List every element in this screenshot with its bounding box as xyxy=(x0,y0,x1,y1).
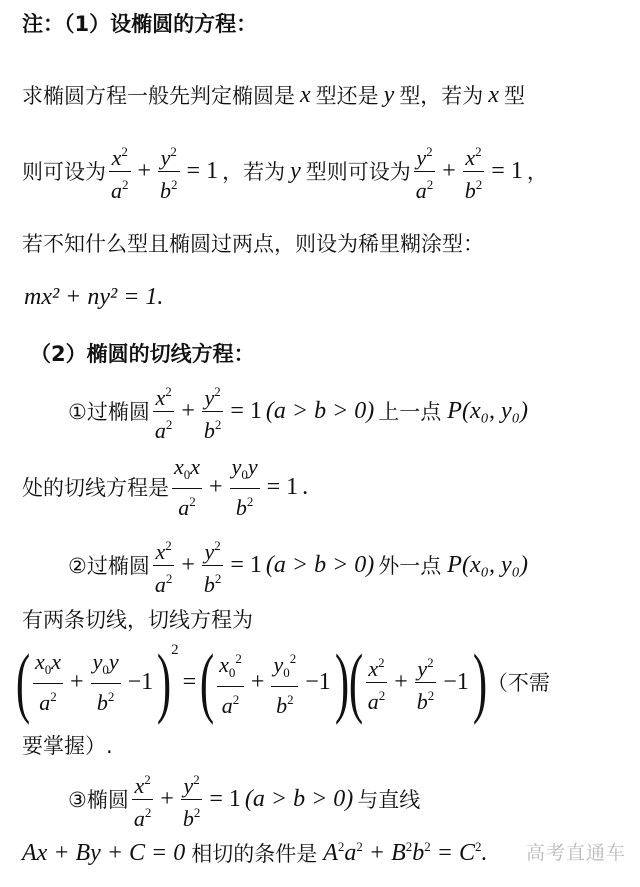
text-line-7: 处的切线方程是 $\frac{x_0x}{a^2}$ + $\frac{y_0y}{b^2}$ = 1 . xyxy=(22,453,309,520)
fraction-y2-b2: $\frac{y^2}{b^2}$ xyxy=(160,143,178,203)
fraction-x2-b2: $\frac{x^2}{b^2}$ xyxy=(464,143,483,203)
note-heading-1: 注：（1）设椭圆的方程： xyxy=(22,12,258,36)
fraction-y2-a2: $\frac{y^2}{a^2}$ xyxy=(415,143,434,203)
text-line-13: Ax + By + C = 0 相切的条件是 $A^2a^2 + B^2b^2 = C^2$. xyxy=(22,839,488,866)
text-line-2: 求椭圆方程一般先判定椭圆是 x 型还是 y 型，若为 x 型 xyxy=(22,81,525,108)
text-line-9: 有两条切线，切线方程为 xyxy=(22,608,253,632)
tangent-pair-equation: ( $\frac{x_0x}{a^2}$ + $\frac{y_0y}{b^2}$ −1 ) 2 = ( $\frac{x_0^2}{a^2}$ + $\frac{y_0^2}{b^2}$ −1 ) ( $\frac{x^2}{a^2}$ + $\frac{y^2}{b^2}$ −1 ) （不需 xyxy=(15,638,550,725)
text-line-11: 要掌握）. xyxy=(22,734,113,758)
item-1: ①过椭圆 $\frac{x^2}{a^2}$ + $\frac{y^2}{b^2}$ = 1 (a > b > 0) 上一点 P(x₀, y₀) xyxy=(68,383,528,443)
item-2: ②过椭圆 $\frac{x^2}{a^2}$ + $\frac{y^2}{b^2}$ = 1 (a > b > 0) 外一点 P(x₀, y₀) xyxy=(68,537,528,597)
equation-line-5: mx² + ny² = 1. xyxy=(24,284,164,310)
text-line-3: 则可设为 $\frac{x^2}{a^2}$ + $\frac{y^2}{b^2}$ = 1 ，若为 y 型则可设为 $\frac{y^2}{a^2}$ + $\frac{x^2}{b^2}$ = 1 ， xyxy=(22,140,640,202)
watermark-text: 高考直通车 xyxy=(525,842,626,864)
item-3: ③椭圆 $\frac{x^2}{a^2}$ + $\frac{y^2}{b^2}$ = 1 (a > b > 0) 与直线 xyxy=(68,771,421,831)
text-line-4: 若不知什么型且椭圆过两点，则设为稀里糊涂型： xyxy=(22,232,484,256)
tangent-condition: $A^2a^2 + B^2b^2 = C^2$. xyxy=(323,839,488,866)
fraction-x2-a2: $\frac{x^2}{a^2}$ xyxy=(111,143,129,203)
note-heading-2: （2）椭圆的切线方程： xyxy=(30,342,255,366)
